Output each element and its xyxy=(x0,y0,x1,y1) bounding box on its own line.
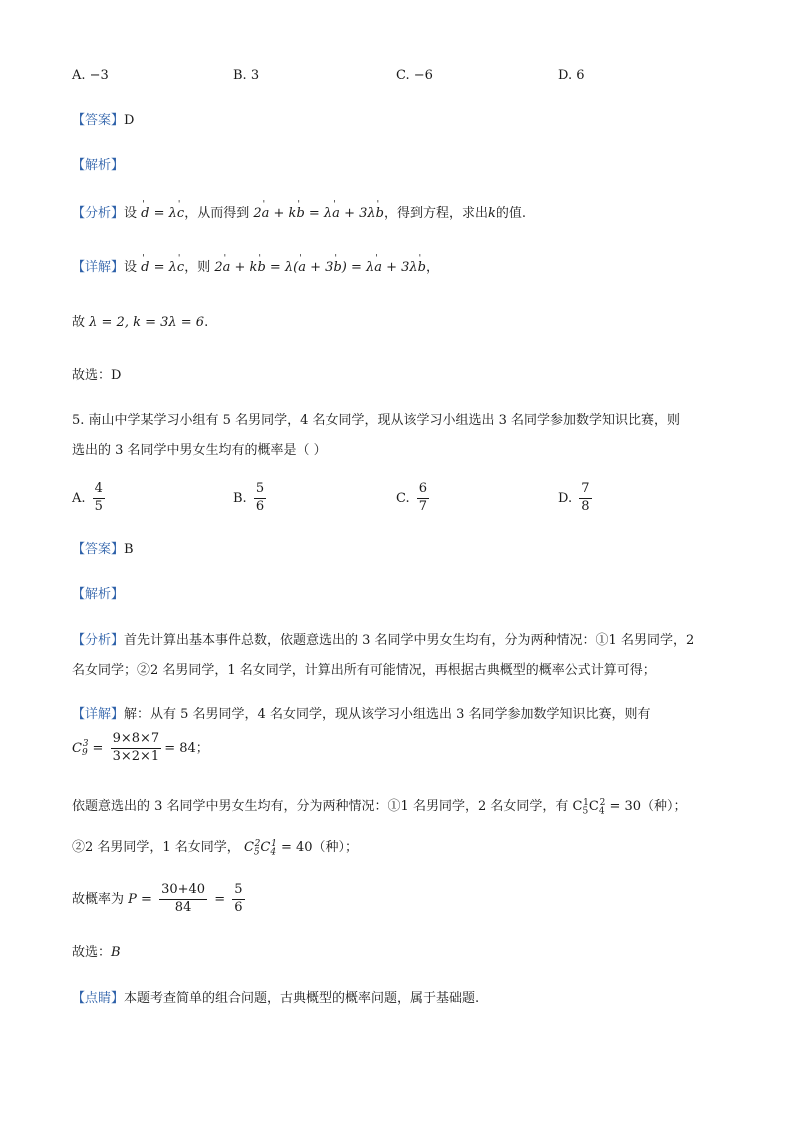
option-numerator: 6 xyxy=(417,482,429,499)
case1-formula: $C_5^1C_4^2$ xyxy=(572,797,606,817)
case1-result: = 30（种）； xyxy=(609,799,687,814)
q4-fenxi xyxy=(72,204,526,224)
therefore-formula: λ = 2, k = 3λ = 6 xyxy=(89,315,205,330)
q4-option-d: D. 6 xyxy=(558,68,585,83)
probability-prefix: 故概率为 xyxy=(72,892,125,907)
q4-analysis-heading xyxy=(72,156,124,176)
answer-value: B xyxy=(124,542,134,557)
analysis-tag: 【解析】 xyxy=(72,587,125,602)
xiangjie-text-c: ， xyxy=(426,260,440,275)
q5-xiangjie-line1 xyxy=(72,705,651,725)
answer-tag: 【答案】 xyxy=(72,113,125,128)
fenxi-text-a: 设 xyxy=(124,206,138,221)
option-label: C. xyxy=(396,490,410,506)
q4-option-b: B. 3 xyxy=(233,68,260,83)
q4-option-c: C. −6 xyxy=(396,68,433,83)
option-numerator: 4 xyxy=(93,482,105,499)
combination-c93: $C_9^3$ xyxy=(72,739,89,758)
case2-result: = 40（种）； xyxy=(280,840,359,855)
q5-option-a xyxy=(72,482,108,515)
option-denominator: 6 xyxy=(255,498,265,514)
choose-value: B xyxy=(111,945,121,960)
option-label: B. xyxy=(233,490,247,506)
q5-fenxi-line1 xyxy=(72,631,694,651)
fenxi-text-c: ，得到方程，求出 xyxy=(383,206,488,221)
fenxi-text-b: ，从而得到 xyxy=(184,206,250,221)
fenxi-tag: 【分析】 xyxy=(72,206,125,221)
q5-case1 xyxy=(72,797,687,817)
q5-case2 xyxy=(72,838,358,858)
option-label: D. xyxy=(558,490,573,506)
case1-text: 依题意选出的 3 名同学中男女生均有，分为两种情况：①1 名男同学，2 名女同学，有 xyxy=(72,799,569,814)
formula-expansion: 2' a + k' b = λ(' a + 3' b) = λ' a + 3λ' b xyxy=(214,260,426,275)
dianjing-tag: 【点睛】 xyxy=(72,991,125,1006)
formula-d-eq-lambda-c: ' d = λ' c xyxy=(141,206,184,221)
option-denominator: 8 xyxy=(581,498,590,514)
q5-probability: 故概率为 P = $\frac{30+40}{84}$ = $\frac{5}{6}$ xyxy=(72,882,243,915)
analysis-tag: 【解析】 xyxy=(72,158,125,173)
xiangjie-text: 解：从有 5 名男同学，4 名女同学，现从该学习小组选出 3 名同学参加数学知识比赛，则有 xyxy=(124,707,651,722)
q5-fenxi-line2: 名女同学；②2 名男同学，1 名女同学，计算出所有可能情况，再根据古典概型的概率公式计算可得； xyxy=(72,663,656,678)
therefore-prefix: 故 xyxy=(72,315,86,330)
probability-denominator: 84 xyxy=(174,900,192,915)
fenxi-text: 首先计算出基本事件总数，依题意选出的 3 名同学中男女生均有，分为两种情况：①1 名男同学，2 xyxy=(124,633,695,648)
dianjing-text: 本题考查简单的组合问题，古典概型的概率问题，属于基础题. xyxy=(124,991,480,1006)
fenxi-tag: 【分析】 xyxy=(72,633,125,648)
therefore-suffix: . xyxy=(204,315,209,330)
xiangjie-tag: 【详解】 xyxy=(72,260,125,275)
c93-result: = 84； xyxy=(164,741,209,756)
q4-therefore xyxy=(72,313,208,333)
xiangjie-tag: 【详解】 xyxy=(72,707,125,722)
answer-tag: 【答案】 xyxy=(72,542,125,557)
q4-xiangjie xyxy=(72,258,439,278)
probability-symbol: P xyxy=(128,892,137,907)
formula-vector-equation: 2' a + k' b = λ' a + 3λ' b xyxy=(253,206,384,221)
option-denominator: 5 xyxy=(94,498,103,514)
q5-option-d xyxy=(558,482,595,515)
formula-k: k xyxy=(487,206,496,221)
probability-result-denominator: 6 xyxy=(234,900,243,915)
option-denominator: 7 xyxy=(418,498,428,514)
probability-numerator: 30+40 xyxy=(159,883,207,900)
q5-analysis-heading xyxy=(72,585,124,605)
c93-numerator: 9×8×7 xyxy=(111,732,162,749)
xiangjie-text-a: 设 xyxy=(124,260,138,275)
xiangjie-text-b: ，则 xyxy=(184,260,211,275)
c93-denominator: 3×2×1 xyxy=(112,749,160,764)
answer-value: D xyxy=(124,113,135,128)
probability-result-numerator: 5 xyxy=(232,883,244,900)
case2-formula: $C_5^2C_4^1$ xyxy=(243,838,277,858)
q5-choose xyxy=(72,943,121,963)
option-label: A. xyxy=(72,490,86,506)
q5-dianjing xyxy=(72,989,479,1009)
q5-option-c xyxy=(396,482,432,515)
option-numerator: 5 xyxy=(254,482,266,499)
q4-choose: 故选：D xyxy=(72,368,122,383)
q5-stem-line1: 5. 南山中学某学习小组有 5 名男同学，4 名女同学，现从该学习小组选出 3 名同学参加数学知识比赛，则 xyxy=(72,413,681,428)
q5-stem-line2: 选出的 3 名同学中男女生均有的概率是（ ） xyxy=(72,443,327,458)
case2-text: ②2 名男同学，1 名女同学， xyxy=(72,840,240,855)
q4-answer xyxy=(72,111,134,131)
q5-answer xyxy=(72,540,134,560)
q5-c93-formula: $C_9^3$ = $\frac{9\times 8\times 7}{3\times 2\times 1}$ = 84； xyxy=(72,731,209,764)
fenxi-text-d: 的值. xyxy=(495,206,526,221)
q4-option-a: A. −3 xyxy=(72,68,109,83)
option-numerator: 7 xyxy=(579,482,591,499)
q5-option-b xyxy=(233,482,269,515)
choose-prefix: 故选： xyxy=(72,945,112,960)
formula-d-eq-lambda-c-2: ' d = λ' c xyxy=(141,260,184,275)
